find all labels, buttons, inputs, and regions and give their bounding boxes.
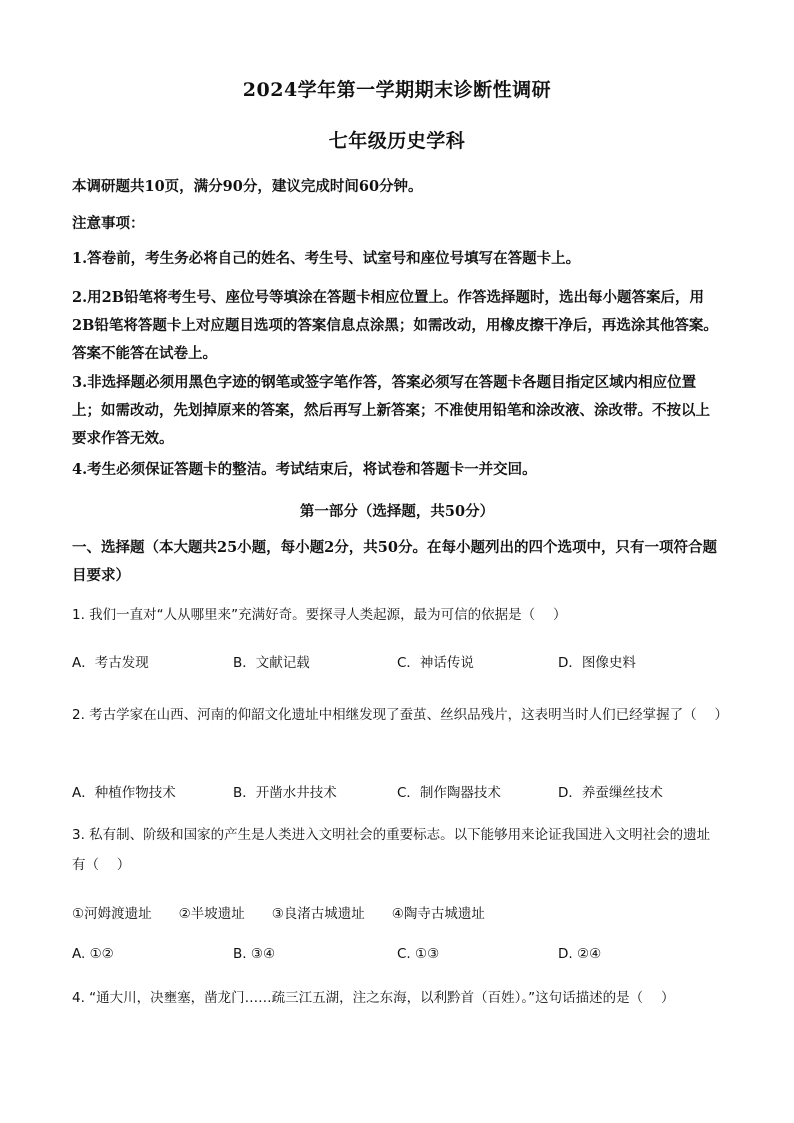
question-1-option-b[interactable]: B．文献记载	[233, 655, 310, 671]
exam-intro: 本调研题共10页，满分90分，建议完成时间60分钟。	[72, 178, 423, 195]
note-item-3: 3.非选择题必须用黑色字迹的钢笔或签字笔作答，答案必须写在答题卡各题目指定区域内相应位置上；如需改动，先划掉原来的答案，然后再写上新答案；不准使用铅笔和涂改液、涂改带。不按以上要求作答无效。	[72, 374, 710, 447]
question-1-option-c[interactable]: C．神话传说	[397, 655, 474, 671]
exam-subtitle: 七年级历史学科	[328, 130, 466, 152]
note-item-2: 2.用2B铅笔将考生号、座位号等填涂在答题卡相应位置上。作答选择题时，选出每小题答案后，用2B铅笔将答题卡上对应题目选项的答案信息点涂黑；如需改动，用橡皮擦干净后，再选涂其他答案。答案不能答在试卷上。	[72, 289, 718, 362]
question-3-option-c[interactable]: C. ①③	[397, 946, 440, 962]
part1-heading: 第一部分（选择题，共50分）	[299, 503, 495, 520]
question-2-stem: 2. 考古学家在山西、河南的仰韶文化遗址中相继发现了蚕茧、丝织品残片，这表明当时人们已经掌握了（ ）	[72, 707, 728, 723]
question-3-option-a[interactable]: A. ①②	[72, 946, 114, 962]
question-3-option-d[interactable]: D. ②④	[558, 946, 602, 962]
section-instructions: 一、选择题（本大题共25小题，每小题2分，共50分。在每小题列出的四个选项中，只有一项符合题目要求）	[72, 539, 717, 584]
question-4-stem: 4. “通大川，决壅塞，凿龙门……疏三江五湖，注之东海，以利黔首（百姓）。”这句话描述的是（ ）	[72, 990, 675, 1006]
question-3-site-list: ①河姆渡遗址 ②半坡遗址 ③良渚古城遗址 ④陶寺古城遗址	[72, 906, 485, 922]
notes-heading: 注意事项：	[72, 215, 145, 232]
question-3-stem: 3. 私有制、阶级和国家的产生是人类进入文明社会的重要标志。以下能够用来论证我国进入文明社会的遗址有（ ）	[72, 827, 711, 873]
question-1-stem: 1. 我们一直对“人从哪里来”充满好奇。要探寻人类起源，最为可信的依据是（ ）	[72, 607, 567, 623]
question-3-option-b[interactable]: B. ③④	[233, 946, 276, 962]
question-2-option-b[interactable]: B．开凿水井技术	[233, 785, 337, 801]
question-2-option-c[interactable]: C．制作陶器技术	[397, 785, 501, 801]
question-2-option-d[interactable]: D．养蚕缫丝技术	[558, 785, 663, 801]
exam-title: 2024学年第一学期期末诊断性调研	[242, 79, 552, 101]
question-1-option-d[interactable]: D．图像史料	[558, 655, 636, 671]
note-item-4: 4.考生必须保证答题卡的整洁。考试结束后，将试卷和答题卡一并交回。	[72, 461, 537, 478]
question-2-option-a[interactable]: A．种植作物技术	[72, 785, 176, 801]
question-1-option-a[interactable]: A．考古发现	[72, 655, 149, 671]
note-item-1: 1.答卷前，考生务必将自己的姓名、考生号、试室号和座位号填写在答题卡上。	[72, 250, 581, 267]
